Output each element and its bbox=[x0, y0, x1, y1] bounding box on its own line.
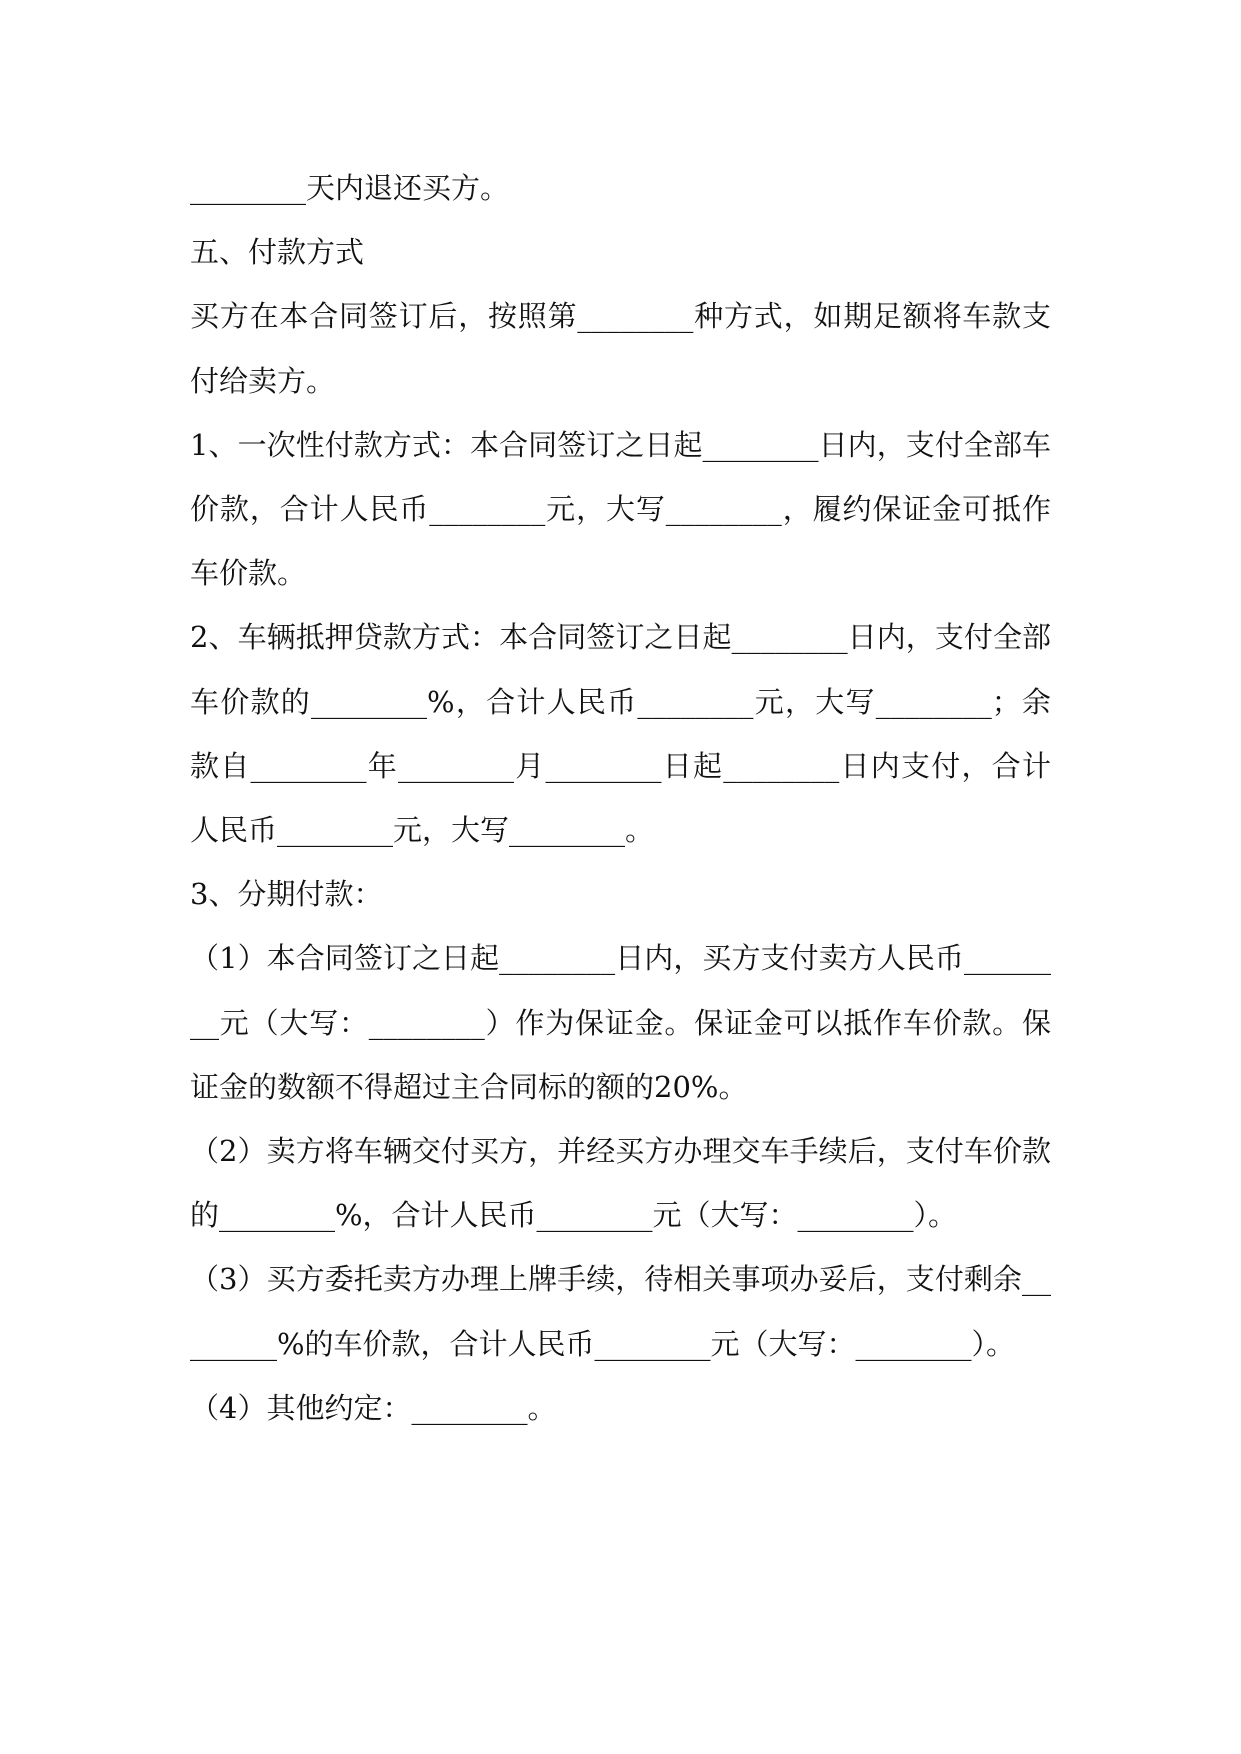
installment-item-4: （4）其他约定：________。 bbox=[190, 1390, 557, 1425]
refund-deadline-line: ________天内退还买方。 bbox=[190, 171, 510, 205]
payment-intro-paragraph: 买方在本合同签订后，按照第________种方式，如期足额将车款支付给卖方。 bbox=[190, 299, 1051, 398]
mortgage-loan-payment-paragraph: 2、车辆抵押贷款方式：本合同签订之日起________日内，支付全部车价款的________%，合计人民币________元，大写________；余款自________年________月________日起________日内支付，合计人民币________元，大写________。 bbox=[190, 620, 1051, 848]
document-page bbox=[190, 156, 1051, 1440]
section-heading-payment-method: 五、付款方式 bbox=[190, 235, 365, 270]
lump-sum-payment-paragraph: 1、一次性付款方式：本合同签订之日起________日内，支付全部车价款，合计人民币________元，大写________，履约保证金可抵作车价款。 bbox=[190, 427, 1051, 591]
installment-item-1: （1）本合同签订之日起________日内，买方支付卖方人民币________元（大写：________）作为保证金。保证金可以抵作车价款。保证金的数额不得超过主合同标的额的20%。 bbox=[190, 941, 1051, 1104]
installment-item-3: （3）买方委托卖方办理上牌手续，待相关事项办妥后，支付剩余________%的车价款，合计人民币________元（大写：________）。 bbox=[190, 1262, 1051, 1361]
installment-payment-heading: 3、分期付款： bbox=[190, 877, 383, 912]
installment-item-2: （2）卖方将车辆交付买方，并经买方办理交车手续后，支付车价款的________%，合计人民币________元（大写：________）。 bbox=[190, 1134, 1051, 1233]
